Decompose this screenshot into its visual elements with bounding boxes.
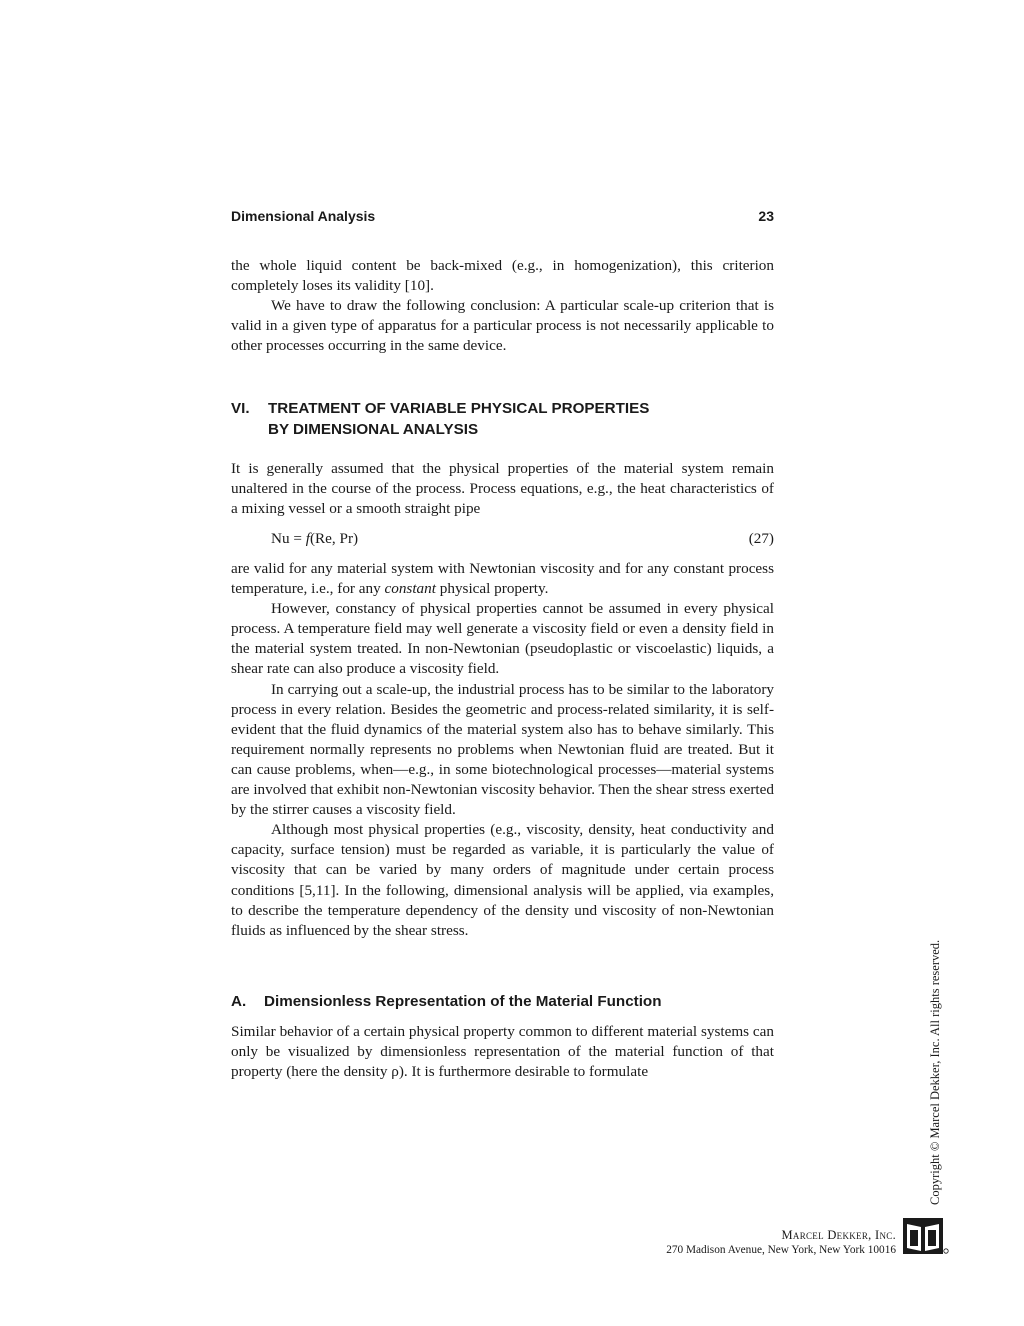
text-run: physical property. xyxy=(435,580,549,598)
running-title: Dimensional Analysis xyxy=(231,208,376,224)
section-title-line-2: BY DIMENSIONAL ANALYSIS xyxy=(268,420,479,438)
equation-number: (27) xyxy=(748,530,774,547)
text-block-top xyxy=(231,256,774,356)
paragraph-however: However, constancy of physical properties cannot be assumed in every physical process. A temperature field may well generate a viscosity field or even a density field in the material system treated. In non-Newtonian (pseudoplastic or viscoelastic) liquids, a shear rate can also produce a viscosity field. xyxy=(231,600,774,678)
text-block-intro xyxy=(231,459,774,519)
section-title-line-1: TREATMENT OF VARIABLE PHYSICAL PROPERTIES xyxy=(268,400,650,417)
paragraph-continuation: the whole liquid content be back-mixed (e.g., in homogenization), this criterion completely loses its validity [10]. xyxy=(231,257,774,295)
running-header xyxy=(231,208,774,224)
paragraph-conclusion: We have to draw the following conclusion: A particular scale-up criterion that is valid in a given type of apparatus for a particular process is not necessarily applicable to other processes occurring in the same device. xyxy=(231,297,774,355)
text-block-main xyxy=(231,559,774,941)
subsection-label: A. xyxy=(231,993,247,1010)
equation-args: (Re, Pr) xyxy=(309,530,359,547)
text-block-section-a xyxy=(231,1022,774,1082)
paragraph-section-a: Similar behavior of a certain physical property common to different material systems can only be visualized by dimensionless representation of the material function of that property (here the density ρ). It is furthermore desirable to formulate xyxy=(231,1023,774,1081)
publisher-name: Marcel Dekker, Inc. xyxy=(781,1228,896,1242)
text-run: are valid for any material system with Newtonian viscosity and for any constant process temperature, i.e., for any xyxy=(231,560,774,598)
copyright-notice: Copyright © Marcel Dekker, Inc. All rights reserved. xyxy=(928,939,942,1205)
equation-27 xyxy=(231,529,774,549)
paragraph-intro: It is generally assumed that the physical properties of the material system remain unaltered in the course of the process. Process equations, e.g., the heat characteristics of a mixing vessel or a smooth straight pipe xyxy=(231,460,774,518)
paragraph-after-equation xyxy=(231,559,774,599)
section-number: VI. xyxy=(231,400,250,417)
equation-lhs: Nu = xyxy=(271,530,306,547)
section-heading-vi xyxy=(231,399,774,440)
paragraph-although: Although most physical properties (e.g., viscosity, density, heat conductivity and capacity, surface tension) must be regarded as variable, it is particularly the value of viscosity that can be varied by many orders of magnitude under certain process conditions [5,11]. In the following, dimensional analysis will be applied, via examples, to describe the temperature dependency of the density und viscosity of non-Newtonian fluids as influenced by the shear stress. xyxy=(231,821,774,939)
paragraph-scale-up: In carrying out a scale-up, the industrial process has to be similar to the laboratory process in every relation. Besides the geometric and process-related similarity, it is self-evident that the fluid dynamics of the material system also has to behave similarly. This requirement normally represents no problems when Newtonian fluid are treated. But it can cause problems, when—e.g., in some biotechnological processes—material systems are involved that exhibit non-Newtonian viscosity behavior. Then the shear stress exerted by the stirrer causes a viscosity field. xyxy=(231,680,774,819)
emphasis-constant: constant xyxy=(384,580,436,598)
subsection-heading-a xyxy=(231,992,774,1013)
equation xyxy=(271,529,358,549)
publisher-footer xyxy=(666,1228,896,1258)
equation-function: f xyxy=(305,530,310,547)
publisher-logo-icon xyxy=(901,1217,949,1255)
subsection-title: Dimensionless Representation of the Material Function xyxy=(264,993,662,1010)
publisher-address: 270 Madison Avenue, New York, New York 10016 xyxy=(666,1244,896,1256)
page-number: 23 xyxy=(758,208,774,224)
